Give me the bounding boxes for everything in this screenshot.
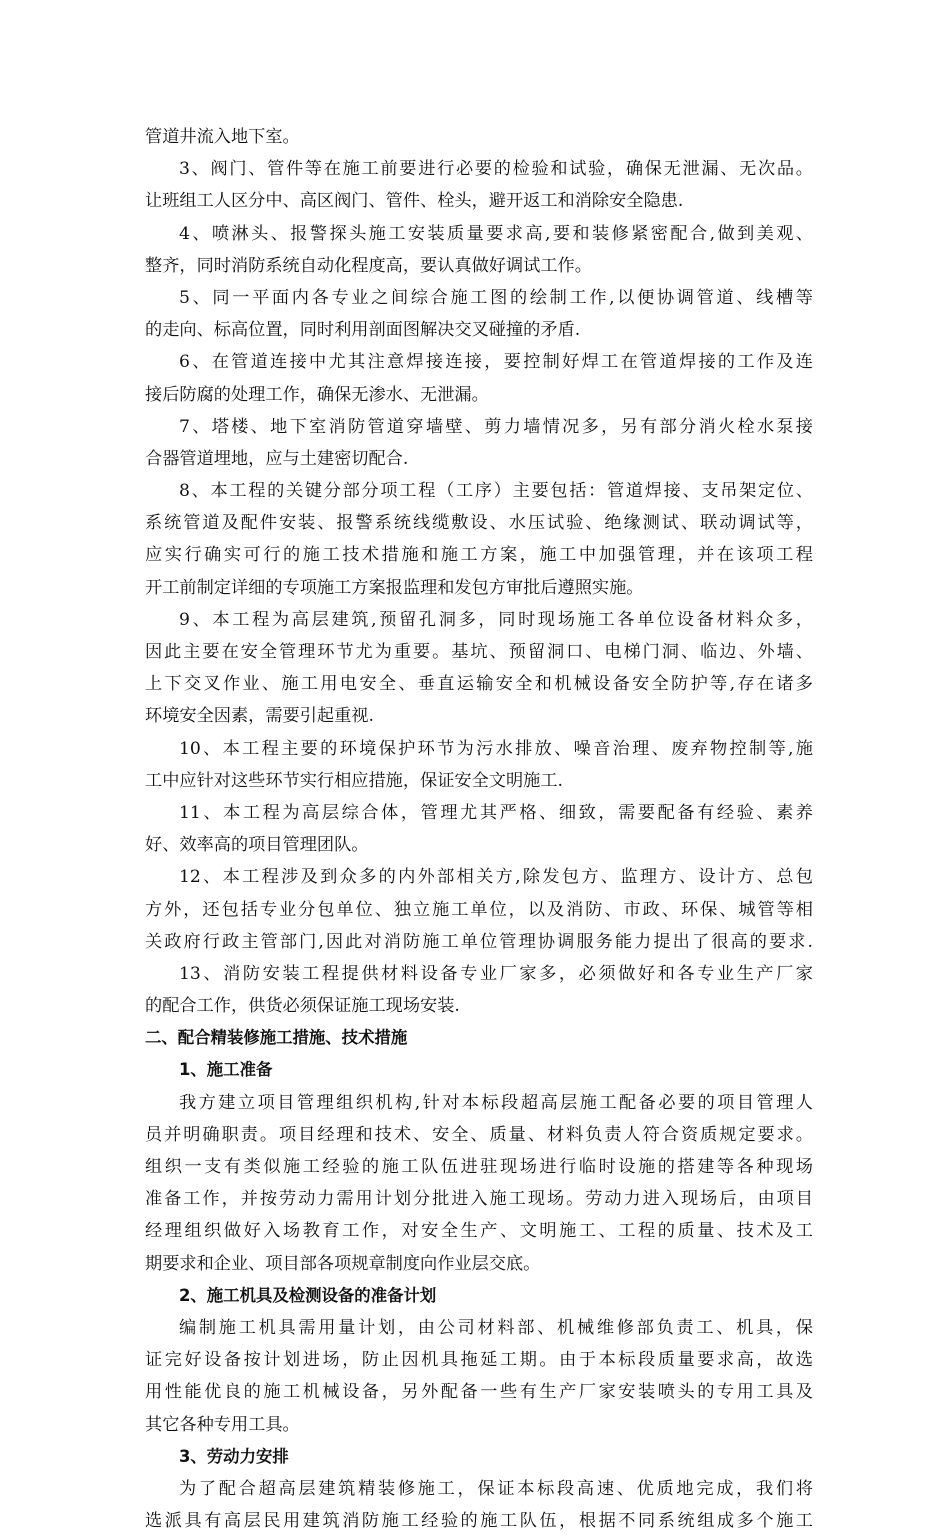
text-line: 用性能优良的施工机械设备，另外配备一些有生产厂家安装喷头的专用工具及 — [145, 1382, 813, 1403]
text-line: 接后防腐的处理工作，确保无渗水、无泄漏。 — [145, 384, 489, 405]
text-line: 的走向、标高位置，同时利用剖面图解决交叉碰撞的矛盾. — [145, 320, 581, 341]
section-heading: 2、施工机具及检测设备的准备计划 — [179, 1285, 437, 1305]
section-heading: 3、劳动力安排 — [179, 1446, 289, 1466]
text-line: 其它各种专用工具。 — [145, 1414, 300, 1435]
text-line: 上下交叉作业、施工用电安全、垂直运输安全和机械设备安全防护等,存在诸多 — [145, 674, 813, 695]
text-line: 为了配合超高层建筑精装修施工，保证本标段高速、优质地完成，我们将 — [179, 1478, 813, 1499]
text-line: 应实行确实可行的施工技术措施和施工方案，施工中加强管理，并在该项工程 — [145, 545, 813, 566]
text-line: 环境安全因素，需要引起重视. — [145, 706, 374, 727]
text-line: 方外，还包括专业分包单位、独立施工单位，以及消防、市政、环保、城管等相 — [145, 899, 813, 920]
section-heading: 1、施工准备 — [179, 1060, 273, 1080]
text-line: 组织一支有类似施工经验的施工队伍进驻现场进行临时设施的搭建等各种现场 — [145, 1157, 813, 1177]
text-line: 5、同一平面内各专业之间综合施工图的绘制工作,以便协调管道、线槽等 — [179, 287, 813, 308]
document-page — [145, 121, 813, 1537]
text-line: 期要求和企业、项目部各项规章制度向作业层交底。 — [145, 1253, 541, 1274]
text-line: 证完好设备按计划进场，防止因机具拖延工期。由于本标段质量要求高，故选 — [145, 1350, 813, 1371]
text-line: 工中应针对这些环节实行相应措施，保证安全文明施工. — [145, 770, 563, 791]
text-line: 开工前制定详细的专项施工方案报监理和发包方审批后遵照实施。 — [145, 577, 644, 598]
text-line: 11、本工程为高层综合体，管理尤其严格、细致，需要配备有经验、素养 — [179, 802, 813, 823]
text-line: 13、消防安装工程提供材料设备专业厂家多，必须做好和各专业生产厂家 — [179, 963, 813, 984]
text-line: 关政府行政主管部门,因此对消防施工单位管理协调服务能力提出了很高的要求. — [145, 931, 813, 952]
text-line: 我方建立项目管理组织机构,针对本标段超高层施工配备必要的项目管理人 — [179, 1092, 813, 1113]
text-line: 9、本工程为高层建筑,预留孔洞多，同时现场施工各单位设备材料众多， — [179, 609, 813, 630]
text-line: 经理组织做好入场教育工作，对安全生产、文明施工、工程的质量、技术及工 — [145, 1221, 813, 1242]
text-line: 准备工作，并按劳动力需用计划分批进入施工现场。劳动力进入现场后，由项目 — [145, 1189, 813, 1210]
text-line: 系统管道及配件安装、报警系统线缆敷设、水压试验、绝缘测试、联动调试等， — [145, 513, 813, 534]
text-line: 4、喷淋头、报警探头施工安装质量要求高,要和装修紧密配合,做到美观、 — [179, 223, 813, 244]
text-line: 7、塔楼、地下室消防管道穿墙壁、剪力墙情况多，另有部分消火栓水泵接 — [179, 416, 813, 437]
text-line: 选派具有高层民用建筑消防施工经验的施工队伍，根据不同系统组成多个施工 — [145, 1511, 813, 1532]
text-line: 编制施工机具需用量计划，由公司材料部、机械维修部负责工、机具，保 — [179, 1317, 813, 1338]
text-line: 让班组工人区分中、高区阀门、管件、栓头，避开返工和消除安全隐患. — [145, 191, 684, 212]
section-heading: 二、配合精装修施工措施、技术措施 — [145, 1028, 408, 1048]
text-line: 3、阀门、管件等在施工前要进行必要的检验和试验，确保无泄漏、无次品。 — [179, 159, 813, 180]
text-line: 整齐，同时消防系统自动化程度高，要认真做好调试工作。 — [145, 255, 592, 276]
text-line: 6、在管道连接中尤其注意焊接连接，要控制好焊工在管道焊接的工作及连 — [179, 352, 813, 373]
text-line: 的配合工作，供货必须保证施工现场安装. — [145, 996, 460, 1017]
text-line: 10、本工程主要的环境保护环节为污水排放、噪音治理、废弃物控制等,施 — [179, 738, 813, 759]
text-line: 管道井流入地下室。 — [145, 127, 300, 147]
text-line: 员并明确职责。项目经理和技术、安全、质量、材料负责人符合资质规定要求。 — [145, 1124, 813, 1145]
text-line: 合器管道埋地，应与土建密切配合. — [145, 448, 409, 469]
text-line: 好、效率高的项目管理团队。 — [145, 835, 369, 856]
text-line: 12、本工程涉及到众多的内外部相关方,除发包方、监理方、设计方、总包 — [179, 867, 813, 888]
text-line: 8、本工程的关键分部分项工程（工序）主要包括：管道焊接、支吊架定位、 — [179, 481, 813, 502]
text-line: 因此主要在安全管理环节尤为重要。基坑、预留洞口、电梯门洞、临边、外墙、 — [145, 642, 813, 662]
